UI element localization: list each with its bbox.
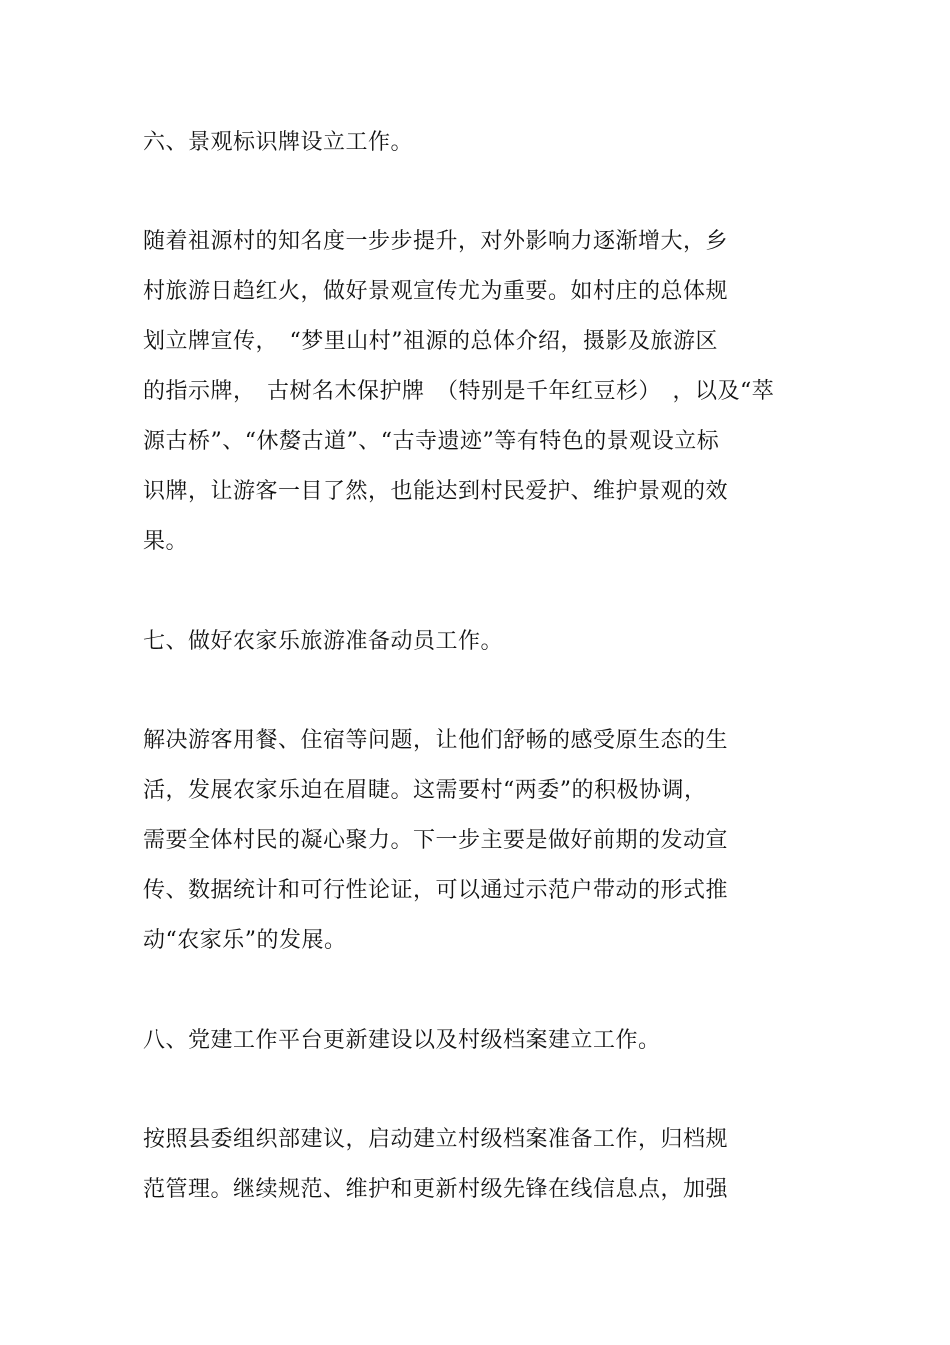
section-heading-6: 六、景观标识牌设立工作。	[143, 130, 414, 155]
section-heading-8: 八、党建工作平台更新建设以及村级档案建立工作。	[143, 1028, 661, 1053]
section-heading-7: 七、做好农家乐旅游准备动员工作。	[143, 629, 504, 654]
paragraph-line: 随着祖源村的知名度一步步提升，对外影响力逐渐增大，乡	[143, 229, 729, 254]
paragraph-line: 源古桥”、“休嫠古道”、“古寺遗迹”等有特色的景观设立标	[143, 429, 720, 454]
paragraph-line: 划立牌宣传， “梦里山村”祖源的总体介绍，摄影及旅游区	[143, 329, 718, 354]
paragraph-line: 村旅游日趋红火，做好景观宣传尤为重要。如村庄的总体规	[143, 279, 729, 304]
paragraph-line: 解决游客用餐、住宿等问题，让他们舒畅的感受原生态的生	[143, 728, 729, 753]
paragraph-line: 识牌，让游客一目了然，也能达到村民爱护、维护景观的效	[143, 479, 729, 504]
paragraph-line: 果。	[143, 529, 189, 554]
paragraph-line: 动“农家乐”的发展。	[143, 928, 347, 953]
paragraph-line: 范管理。继续规范、维护和更新村级先锋在线信息点，加强	[143, 1177, 729, 1202]
paragraph-line: 传、数据统计和可行性论证，可以通过示范户带动的形式推	[143, 878, 729, 903]
paragraph-line: 活，发展农家乐迫在眉睫。这需要村“两委”的积极协调，	[143, 778, 707, 803]
paragraph-line: 需要全体村民的凝心聚力。下一步主要是做好前期的发动宣	[143, 828, 729, 853]
paragraph-line: 按照县委组织部建议，启动建立村级档案准备工作，归档规	[143, 1127, 729, 1152]
paragraph-line: 的指示牌， 古树名木保护牌 （特别是千年红豆杉） ，以及“萃	[143, 379, 775, 404]
